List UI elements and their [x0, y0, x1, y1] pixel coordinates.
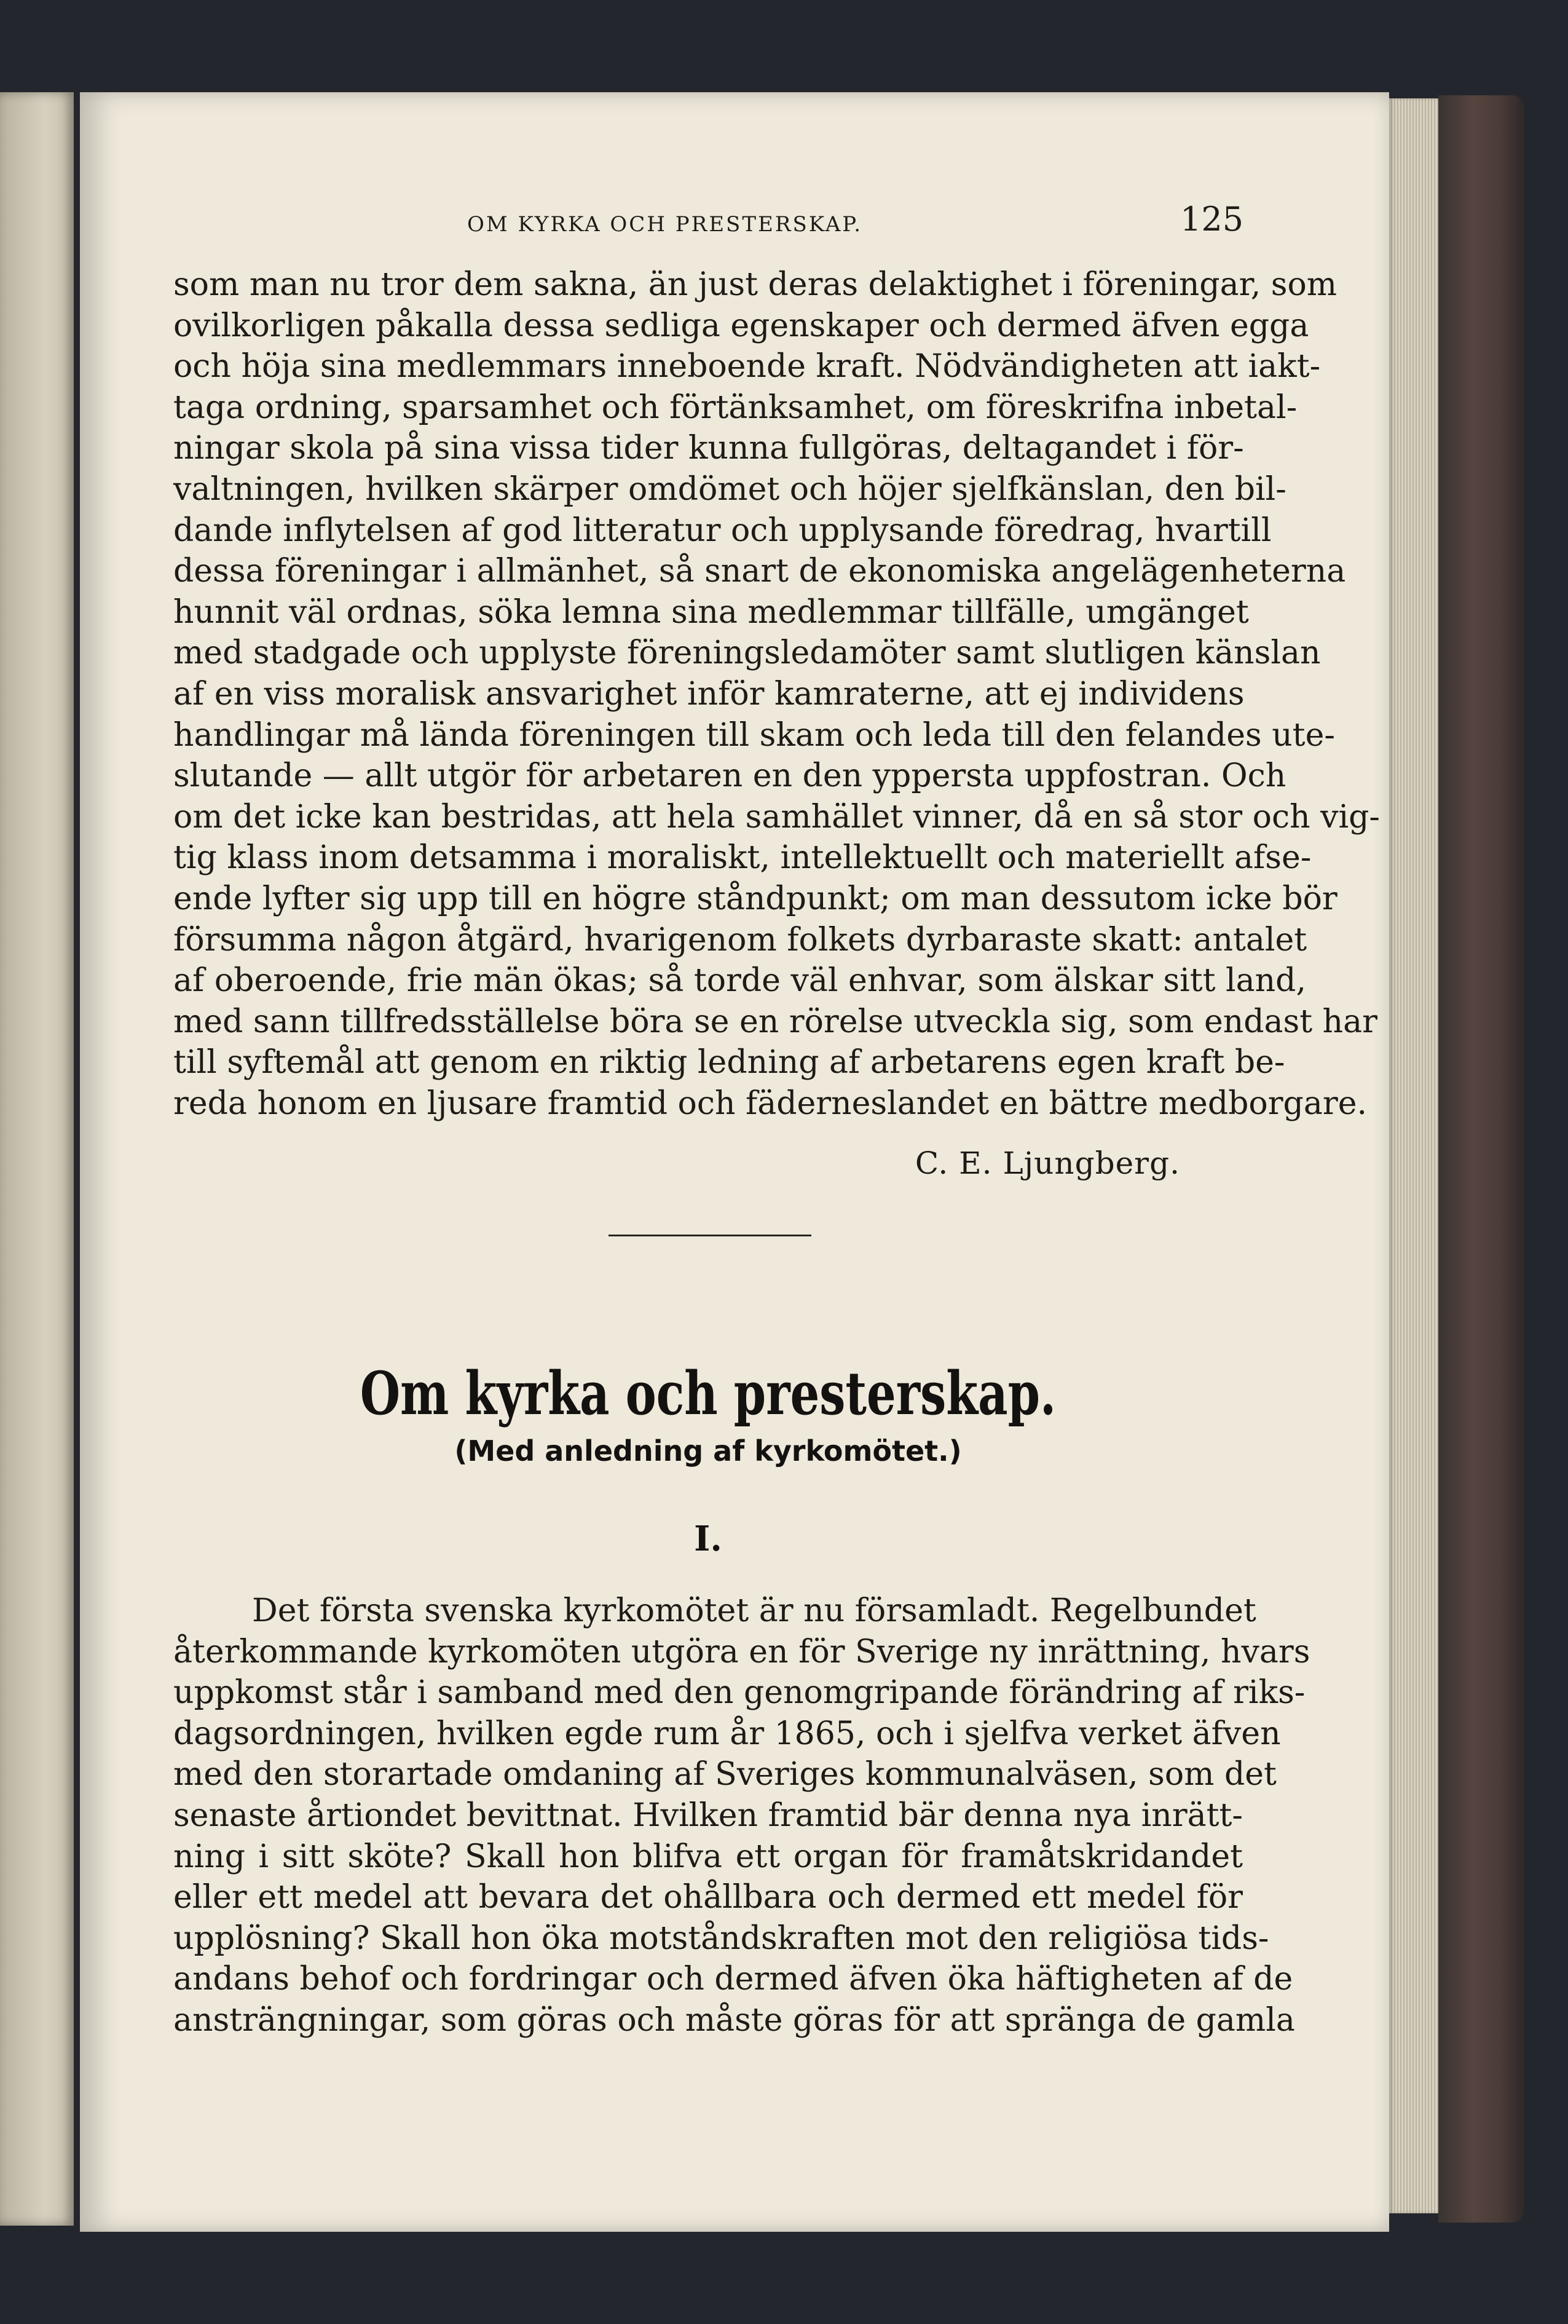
text-line: återkommande kyrkomöten utgöra en för Sverige ny inrättning, hvars	[173, 1633, 1310, 1670]
text-line: upplösning? Skall hon öka motståndskraften mot den religiösa tids-	[173, 1919, 1269, 1957]
facing-page-edge	[0, 92, 74, 2226]
text-line: handlingar må lända föreningen till skam och leda till den felandes ute-	[173, 716, 1335, 754]
article-title: Om kyrka och presterskap.	[360, 1359, 1057, 1428]
text-line: af en viss moralisk ansvarighet inför kamraterne, att ej individens	[173, 675, 1245, 713]
text-line: med den storartade omdaning af Sveriges kommunalväsen, som det	[173, 1756, 1277, 1793]
text-line: Det första svenska kyrkomötet är nu församladt. Regelbundet	[252, 1592, 1256, 1629]
author-signature: C. E. Ljungberg.	[915, 1145, 1180, 1181]
text-line: senaste årtiondet bevittnat. Hvilken framtid bär denna nya inrätt-	[173, 1796, 1243, 1834]
text-line: slutande — allt utgör för arbetaren en den yppersta uppfostran. Och	[173, 757, 1286, 795]
text-line: dande inflytelsen af god litteratur och upplysande föredrag, hvartill	[173, 512, 1272, 549]
text-line: taga ordning, sparsamhet och förtänksamhet, om föreskrifna inbetal-	[173, 389, 1298, 426]
article-subtitle: (Med anledning af kyrkomötet.)	[454, 1434, 962, 1468]
text-line: reda honom en ljusare framtid och fäderneslandet en bättre medborgare.	[173, 1085, 1368, 1122]
text-line: försumma någon åtgärd, hvarigenom folkets dyrbaraste skatt: antalet	[173, 921, 1307, 958]
book-cover	[1438, 95, 1524, 2223]
text-line: dessa föreningar i allmänhet, så snart de ekonomiska angelägenheterna	[173, 553, 1346, 590]
text-line: valtningen, hvilken skärper omdömet och höjer sjelfkänslan, den bil-	[173, 470, 1286, 508]
text-line: af oberoende, frie män ökas; så torde väl enhvar, som älskar sitt land,	[173, 962, 1306, 1000]
text-line: med sann tillfredsställelse böra se en rörelse utveckla sig, som endast har	[173, 1003, 1377, 1040]
text-line: uppkomst står i samband med den genomgripande förändring af riks-	[173, 1674, 1306, 1712]
text-line: tig klass inom detsamma i moraliskt, intellektuellt och materiellt afse-	[173, 839, 1312, 877]
text-line: till syftemål att genom en riktig ledning af arbetarens egen kraft be-	[173, 1044, 1285, 1081]
previous-article-paragraph	[173, 264, 1380, 1124]
text-line: ansträngningar, som göras och måste göras för att spränga de gamla	[173, 2001, 1295, 2039]
text-line: hunnit väl ordnas, söka lemna sina medlemmar tillfälle, umgänget	[173, 593, 1249, 631]
text-line: som man nu tror dem sakna, än just deras delaktighet i föreningar, som	[173, 266, 1338, 303]
text-line: ovilkorligen påkalla dessa sedliga egenskaper och dermed äfven egga	[173, 307, 1309, 344]
text-line: med stadgade och upplyste föreningsledamöter samt slutligen känslan	[173, 634, 1321, 672]
page-block-edges	[1389, 98, 1438, 2213]
text-line: ningar skola på sina vissa tider kunna fullgöras, deltagandet i för-	[173, 430, 1244, 467]
text-line: och höja sina medlemmars inneboende kraft. Nödvändigheten att iakt-	[173, 348, 1321, 385]
text-line: andans behof och fordringar och dermed äfven öka häftigheten af de	[173, 1961, 1293, 1998]
section-divider	[609, 1235, 811, 1236]
running-head: OM KYRKA OCH PRESTERSKAP.	[467, 212, 863, 237]
text-line: dagsordningen, hvilken egde rum år 1865, och i sjelfva verket äfven	[173, 1715, 1281, 1752]
text-line: ning i sitt sköte? Skall hon blifva ett organ för framåtskridandet	[173, 1838, 1243, 1875]
article-paragraph	[173, 1591, 1310, 2041]
text-line: om det icke kan bestridas, att hela samhället vinner, då en så stor och vig-	[173, 798, 1380, 836]
text-line: eller ett medel att bevara det ohållbara och dermed ett medel för	[173, 1879, 1243, 1916]
page-number: 125	[1180, 200, 1244, 239]
text-line: ende lyfter sig upp till en högre ståndpunkt; om man dessutom icke bör	[173, 880, 1338, 917]
section-number: I.	[694, 1519, 722, 1559]
